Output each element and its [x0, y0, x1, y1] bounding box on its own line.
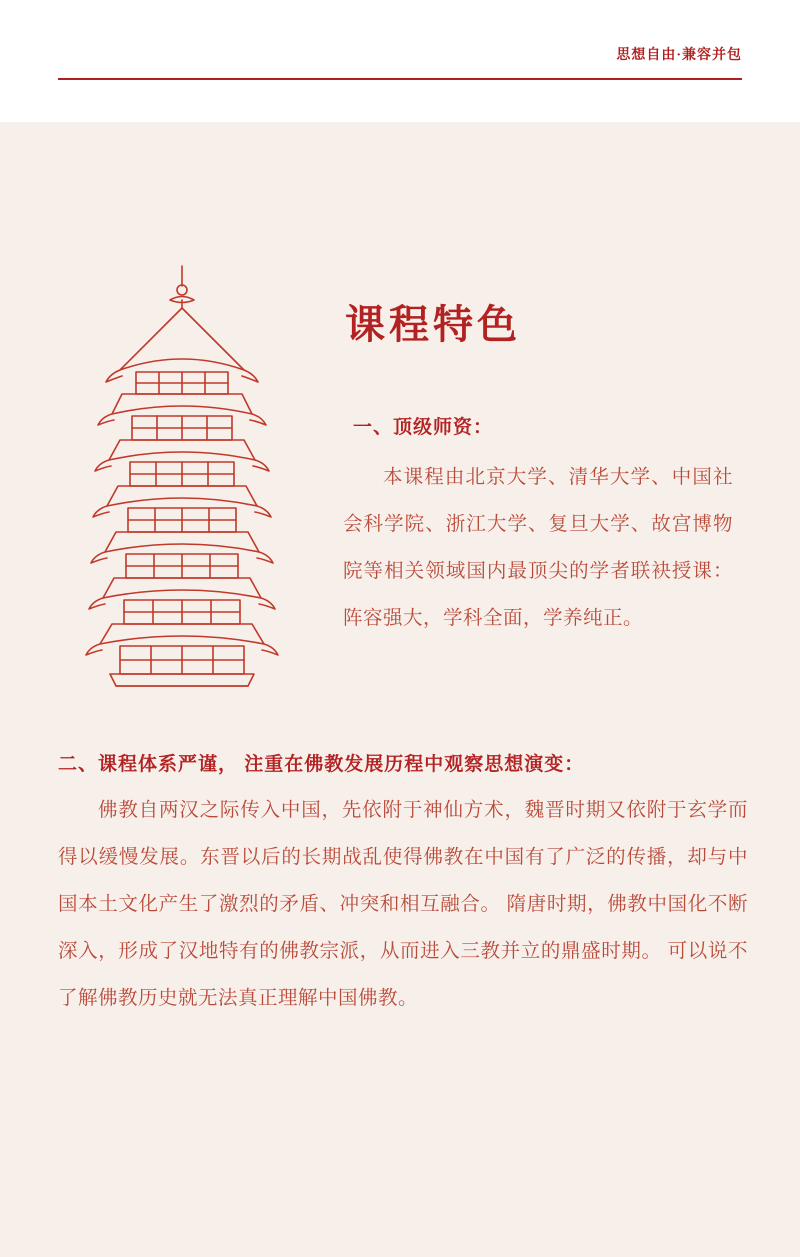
header-motto: 思想自由·兼容并包 — [616, 48, 742, 63]
section-1-body: 本课程由北京大学、清华大学、中国社会科学院、浙江大学、复旦大学、故宫博物院等相关领域国内最顶尖的学者联袂授课： 阵容强大，学科全面，学养纯正。 — [343, 466, 733, 629]
page-title: 课程特色 — [345, 302, 521, 347]
section-2-body: 佛教自两汉之际传入中国，先依附于神仙方术，魏晋时期又依附于玄学而得以缓慢发展。东晋以后的长期战乱使得佛教在中国有了广泛的传播，却与中国本土文化产生了激烈的矛盾、冲突和相互融合。 隋唐时期，佛教中国化不断深入，形成了汉地特有的佛教宗派，从而进入三教并立的鼎盛时期。 可以说不了解佛教历史就无法真正理解中国佛教。 — [58, 799, 748, 1009]
section-2-heading: 二、课程体系严谨， 注重在佛教发展历程中观察思想演变： — [58, 754, 585, 775]
pagoda-illustration — [62, 262, 302, 702]
header-divider — [58, 78, 742, 80]
section-1-heading: 一、顶级师资： — [353, 417, 494, 438]
page-header — [0, 0, 800, 122]
content-panel — [0, 122, 800, 1257]
